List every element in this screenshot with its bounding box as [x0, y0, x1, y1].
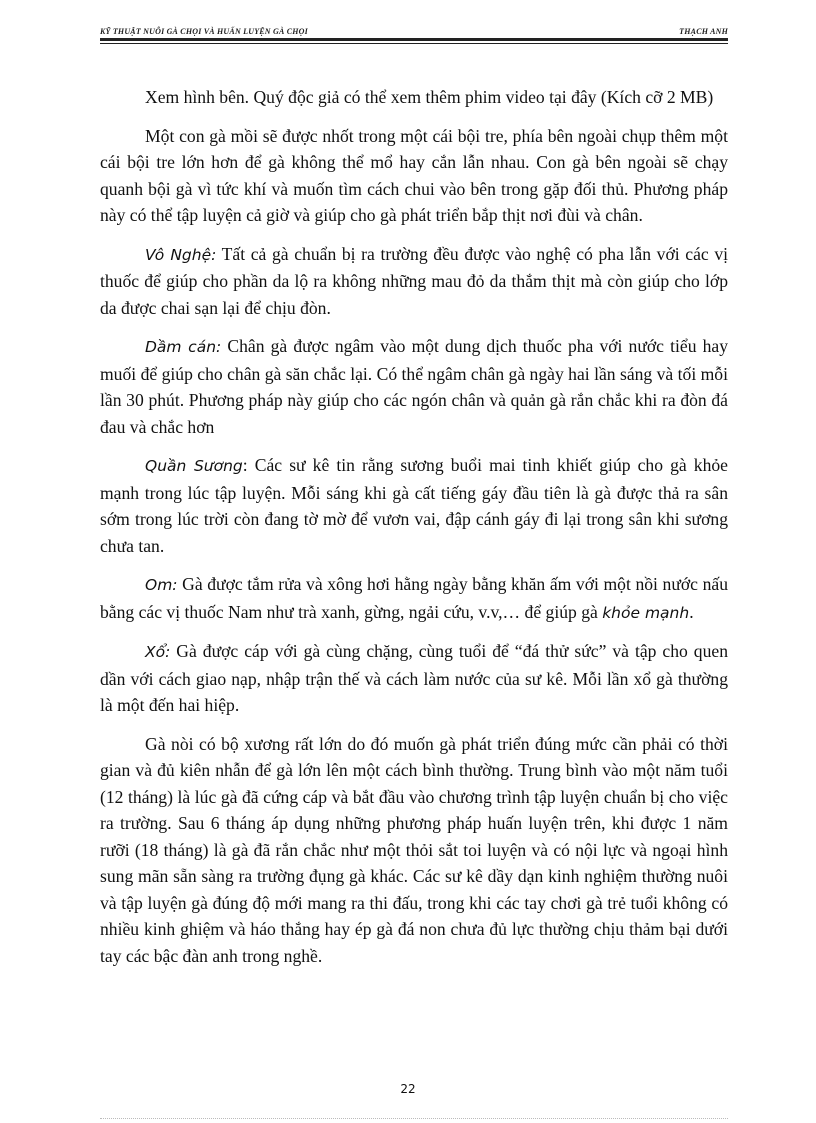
page-header: [100, 18, 728, 36]
paragraph: [100, 731, 728, 970]
paragraph: [100, 638, 728, 719]
section-term: Quần Sương: [145, 457, 243, 475]
section-term: Xổ:: [145, 643, 171, 661]
paragraph-text: : Các sư kê tin rằng sương buổi mai tinh khiết giúp cho gà khỏe mạnh trong lúc tập luyện. Mỗi sáng khi gà cất tiếng gáy đầu tiên là gà được thả ra sân sớm trong lúc trời còn đang tờ mờ để vươn vai, đập cánh gáy đi lại trong sân khi sương chưa tan.: [100, 455, 728, 556]
section-term: Om:: [145, 576, 178, 594]
paragraph: [100, 241, 728, 322]
paragraph-text: Xem hình bên. Quý độc giả có thể xem thêm phim video tại đây (Kích cỡ 2 MB): [145, 87, 714, 107]
section-term: Dầm cán:: [145, 338, 222, 356]
paragraph-text: .: [689, 601, 694, 622]
emphasis-text: khỏe mạnh: [602, 603, 690, 622]
header-rule-thin: [100, 43, 728, 44]
header-rule-thick: [100, 38, 728, 41]
header-author: THẠCH ANH: [679, 27, 728, 36]
paragraph-text: Chân gà được ngâm vào một dung dịch thuốc pha với nước tiểu hay muối để giúp cho chân gà săn chắc lại. Có thể ngâm chân gà ngày hai lần sáng và tối mỗi lần 30 phút. Phương pháp này giúp cho các ngón chân và quản gà rắn chắc khi ra đòn đá đau và chắc hơn: [100, 336, 728, 437]
paragraph: [100, 123, 728, 229]
paragraph: [100, 84, 728, 111]
paragraph-text: Một con gà mồi sẽ được nhốt trong một cái bội tre, phía bên ngoài chụp thêm một cái bội tre lớn hơn để gà không thể mổ hay cắn lẫn nhau. Con gà bên ngoài sẽ chạy quanh bội gà vì tức khí và muốn tìm cách chui vào bên trong gặp đối thủ. Phương pháp này có thể tập luyện cả giờ và giúp cho gà phát triển bắp thịt nơi đùi và chân.: [100, 125, 728, 225]
document-body: [100, 84, 728, 981]
page-number: 22: [400, 1082, 416, 1096]
header-title: KỸ THUẬT NUÔI GÀ CHỌI VÀ HUẤN LUYỆN GÀ CHỌI: [100, 27, 308, 36]
paragraph: [100, 452, 728, 559]
paragraph-text: Gà được cáp với gà cùng chặng, cùng tuổi để “đá thử sức” và tập cho quen dần với cách giao nạp, nhập trận thế và cách làm nước của sư kê. Mỗi lần xổ gà thường là một đến hai hiệp.: [100, 641, 728, 715]
paragraph: [100, 571, 728, 626]
paragraph-text: Gà nòi có bộ xương rất lớn do đó muốn gà phát triển đúng mức cần phải có thời gian và đủ kiên nhẫn để gà lớn lên một cách bình thường. Trung bình vào một năm tuổi (12 tháng) là lúc gà đã cứng cáp và bắt đầu vào chương trình tập luyện chuẩn bị cho việc ra trường. Sau 6 tháng áp dụng những phương pháp huấn luyện trên, khi được 1 năm rưỡi (18 tháng) là gà đã rắn chắc như một thỏi sắt toi luyện và có nội lực và ngoại hình sung mãn sẵn sàng ra trường đụng gà khác. Các sư kê dầy dạn kinh nghiệm thường nuôi và tập luyện gà đúng độ mới mang ra thi đấu, trong khi các tay chơi gà trẻ tuổi không có nhiều kinh ghiệm và háo thắng hay ép gà đá non chưa đủ lực thường chịu thảm bại dưới tay các bậc đàn anh trong nghề.: [100, 733, 728, 966]
paragraph: [100, 333, 728, 440]
footer-rule: [100, 1118, 728, 1119]
paragraph-text: Gà được tắm rửa và xông hơi hằng ngày bằng khăn ấm với một nồi nước nấu bằng các vị thuốc Nam như trà xanh, gừng, ngải cứu, v.v,… để giúp gà: [100, 574, 728, 622]
section-term: Vô Nghệ:: [145, 245, 217, 264]
paragraph-text: Tất cả gà chuẩn bị ra trường đều được vào nghệ có pha lẫn với các vị thuốc để giúp cho phần da lộ ra không những mau đỏ da thắm thịt mà còn giúp cho lớp da được chai sạn lại để chịu đòn.: [100, 243, 729, 318]
